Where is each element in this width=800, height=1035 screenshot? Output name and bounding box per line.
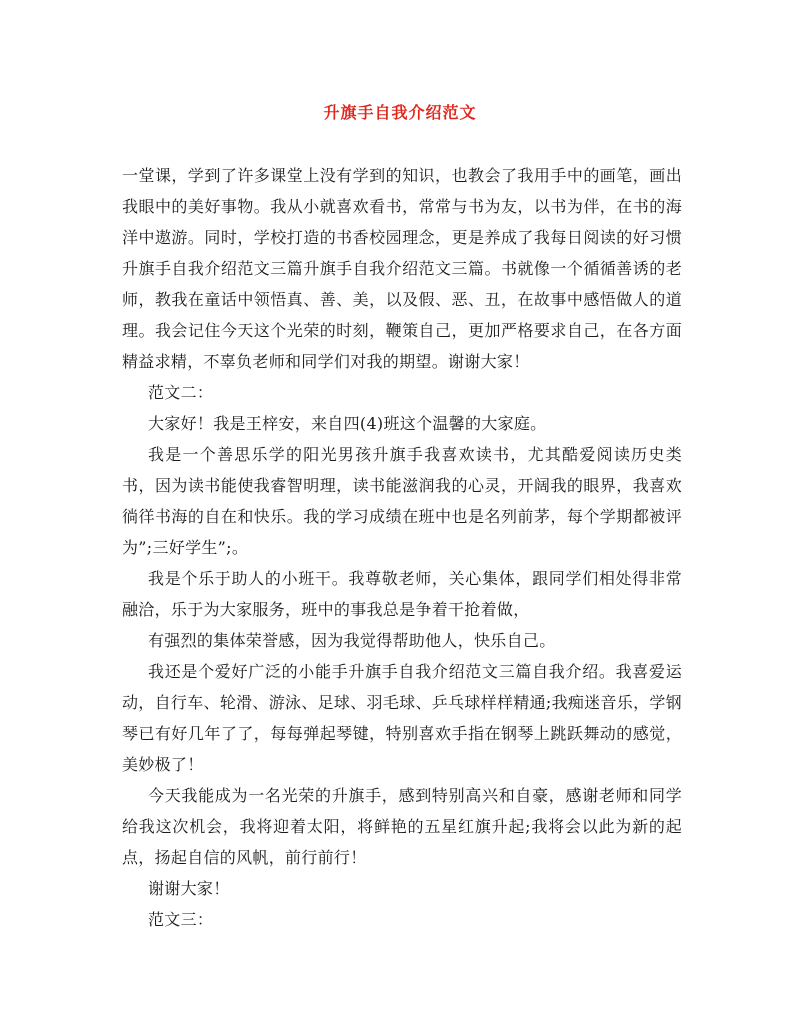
paragraph-thanks: 谢谢大家！ xyxy=(148,879,230,898)
paragraph-greeting: 大家好！我是王梓安，来自四(4)班这个温馨的大家庭。 xyxy=(148,414,547,433)
paragraph-flag-raiser: 今天我能成为一名光荣的升旗手，感到特别高兴和自豪，感谢老师和同学给我这次机会，我将迎着太阳，将鲜艳的五星红旗升起;我将会以此为新的起点，扬起自信的风帆，前行前行！ xyxy=(122,786,682,867)
paragraph-1: 一堂课，学到了许多课堂上没有学到的知识，也教会了我用手中的画笔，画出我眼中的美好事物。我从小就喜欢看书，常常与书为友，以书为伴，在书的海洋中遨游。同时，学校打造的书香校园理念，更是养成了我每日阅读的好习惯升旗手自我介绍范文三篇升旗手自我介绍范文三篇。书就像一个循循善诱的老师，教我在童话中领悟真、善、美，以及假、恶、丑，在故事中感悟做人的道理。我会记住今天这个光荣的时刻，鞭策自己，更加严格要求自己，在各方面精益求精，不辜负老师和同学们对我的期望。谢谢大家！ xyxy=(122,166,682,371)
section-heading-2: 范文二： xyxy=(148,383,214,402)
document-title: 升旗手自我介绍范文 xyxy=(323,103,477,122)
paragraph-hobbies: 我还是个爱好广泛的小能手升旗手自我介绍范文三篇自我介绍。我喜爱运动，自行车、轮滑、游泳、足球、羽毛球、乒乓球样样精通;我痴迷音乐，学钢琴已有好几年了了，每每弹起琴键，特别喜欢手指在钢琴上跳跃舞动的感觉，美妙极了！ xyxy=(122,662,682,774)
section-heading-3: 范文三： xyxy=(148,910,214,929)
document-body xyxy=(122,160,682,935)
paragraph-honor: 有强烈的集体荣誉感，因为我觉得帮助他人，快乐自己。 xyxy=(148,631,556,650)
paragraph-class-cadre: 我是个乐于助人的小班干。我尊敬老师，关心集体，跟同学们相处得非常融洽，乐于为大家服务，班中的事我总是争着干抢着做， xyxy=(122,569,682,619)
paragraph-reading: 我是一个善思乐学的阳光男孩升旗手我喜欢读书，尤其酷爱阅读历史类书，因为读书能使我睿智明理，读书能滋润我的心灵，开阔我的眼界，我喜欢徜徉书海的自在和快乐。我的学习成绩在班中也是名列前茅，每个学期都被评为”;三好学生”;。 xyxy=(122,445,682,557)
